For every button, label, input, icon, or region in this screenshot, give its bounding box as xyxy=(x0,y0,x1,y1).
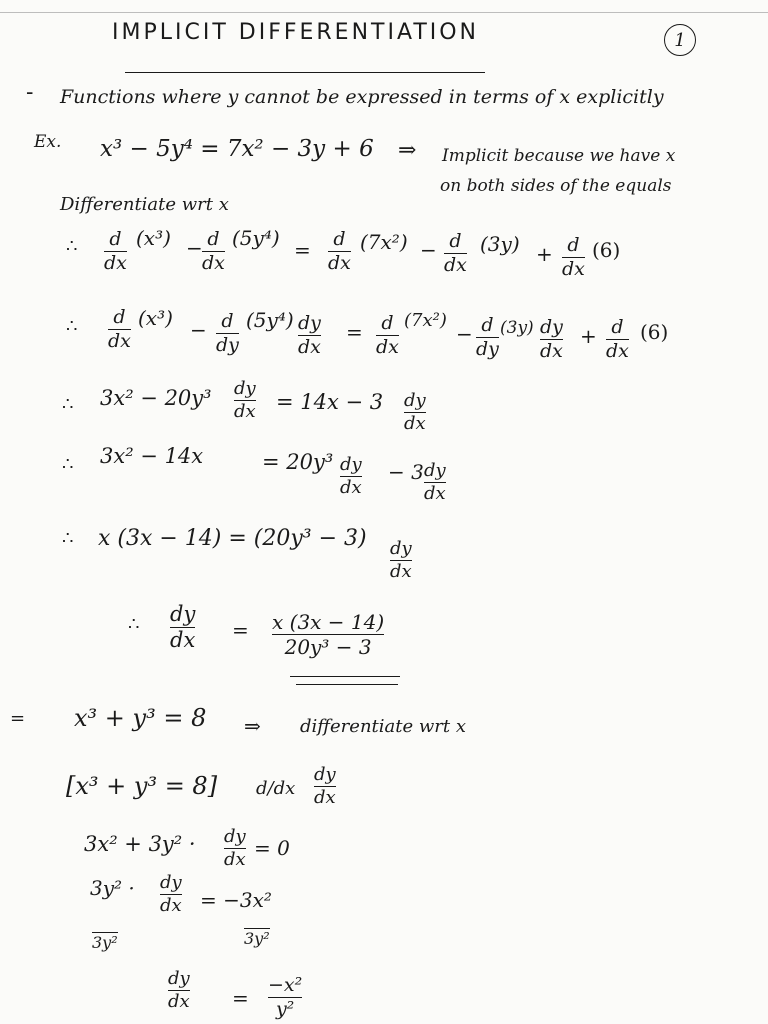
fraction-dy-dx: dy dx xyxy=(314,764,336,808)
example1-arrow: ⇒ xyxy=(398,138,417,163)
therefore-2: ∴ xyxy=(66,316,78,337)
op-equals: = xyxy=(294,238,311,262)
fraction-dy-dx: dy dx xyxy=(298,312,321,358)
fraction-dy-dx: dy dx xyxy=(224,826,246,870)
fraction-d-dx: d dx xyxy=(562,234,585,280)
line4-lhs: 3x² − 14x xyxy=(100,444,204,468)
example2-arrow: ⇒ xyxy=(244,714,261,738)
intro-text: Functions where y cannot be expressed in terms of x explicitly xyxy=(60,86,664,108)
therefore-5: ∴ xyxy=(62,528,74,549)
example1-note-line2: on both sides of the equals xyxy=(440,176,672,196)
example2-bullet: = xyxy=(10,708,26,729)
fraction-dy-dx: dy dx xyxy=(540,316,563,362)
op-plus: + xyxy=(536,242,553,266)
line4-minus: − 3 xyxy=(388,460,424,484)
fraction-dy-dx: dy dx xyxy=(160,872,182,916)
line5-factored: x (3x − 14) = (20y³ − 3) xyxy=(98,526,367,551)
fraction-d-dy: d dy xyxy=(476,314,499,360)
example2-equation: x³ + y³ = 8 xyxy=(74,704,207,732)
op-minus: − xyxy=(190,318,207,342)
op-equals: = xyxy=(346,320,363,344)
example2-step1-rhs: = 0 xyxy=(254,836,290,860)
term-5y4: (5y⁴) xyxy=(232,226,280,250)
example2-step2-lhs: 3y² · xyxy=(90,876,135,900)
page-number: 1 xyxy=(674,29,686,51)
term-7x2: (7x²) xyxy=(404,310,447,331)
example2-result-fraction: −x² y² xyxy=(268,974,303,1020)
therefore-1: ∴ xyxy=(66,236,78,257)
divide-by-3y2: 3y² xyxy=(92,933,118,952)
intro-bullet: - xyxy=(26,80,34,105)
therefore-6: ∴ xyxy=(128,614,140,635)
example1-equation: x³ − 5y⁴ = 7x² − 3y + 6 xyxy=(100,136,374,162)
fraction-d-dx: d dx xyxy=(108,306,131,352)
answer-underline xyxy=(296,684,398,685)
page-title: IMPLICIT DIFFERENTIATION xyxy=(112,20,480,45)
term-7x2: (7x²) xyxy=(360,230,408,254)
line3-lhs: 3x² − 20y³ xyxy=(100,386,212,410)
fraction-dy-dx: dy dx xyxy=(234,378,256,422)
line3-rhs: = 14x − 3 xyxy=(276,390,384,414)
example1-note-line1: Implicit because we have x xyxy=(442,146,676,166)
term-x-cubed: (x³) xyxy=(138,306,173,330)
page-top-edge xyxy=(0,12,768,13)
fraction-d-dy: d dy xyxy=(216,310,239,356)
example1-step-heading: Differentiate wrt x xyxy=(60,194,229,215)
op-plus: + xyxy=(580,324,597,348)
fraction-dy-dx: dy dx xyxy=(424,460,446,504)
therefore-4: ∴ xyxy=(62,454,74,475)
result-equals: = xyxy=(232,618,249,642)
fraction-dy-dx: dy dx xyxy=(168,968,190,1012)
fraction-dy-dx: dy dx xyxy=(170,602,196,652)
term-3y: (3y) xyxy=(480,232,520,256)
example2-note: differentiate wrt x xyxy=(300,716,466,737)
fraction-d-dx: d dx xyxy=(202,228,225,274)
fraction-d-dx: d dx xyxy=(606,316,629,362)
fraction-dy-dx: dy dx xyxy=(390,538,412,582)
example1-label: Ex. xyxy=(34,132,62,152)
fraction-d-dx: d dx xyxy=(444,230,467,276)
fraction-dy-dx: dy dx xyxy=(404,390,426,434)
title-underline xyxy=(125,72,485,73)
term-6: (6) xyxy=(592,238,621,262)
term-3y: (3y) xyxy=(500,318,534,338)
term-5y4: (5y⁴) xyxy=(246,308,294,332)
page-number-circle xyxy=(664,24,696,56)
op-minus: − xyxy=(186,236,203,260)
fraction-d-dx: d dx xyxy=(104,228,127,274)
result-fraction: x (3x − 14) 20y³ − 3 xyxy=(272,610,385,659)
term-6: (6) xyxy=(640,320,669,344)
example2-step2-rhs: = −3x² xyxy=(200,888,272,912)
fraction-dy-dx: dy dx xyxy=(340,454,362,498)
therefore-3: ∴ xyxy=(62,394,74,415)
line4-eq: = 20y³ xyxy=(262,450,334,474)
example2-bracket: [x³ + y³ = 8] xyxy=(66,772,218,800)
fraction-d-dx: d dx xyxy=(376,312,399,358)
answer-underline xyxy=(290,676,400,677)
example2-result-eq: = xyxy=(232,986,249,1010)
example2-d-by-dx: d/dx xyxy=(256,778,296,799)
fraction-d-dx: d dx xyxy=(328,228,351,274)
example2-step1-lhs: 3x² + 3y² · xyxy=(84,832,196,856)
op-minus: − xyxy=(420,238,437,262)
term-x-cubed: (x³) xyxy=(136,226,171,250)
divide-by-3y2: 3y² xyxy=(244,929,270,948)
op-minus: − xyxy=(456,322,473,346)
